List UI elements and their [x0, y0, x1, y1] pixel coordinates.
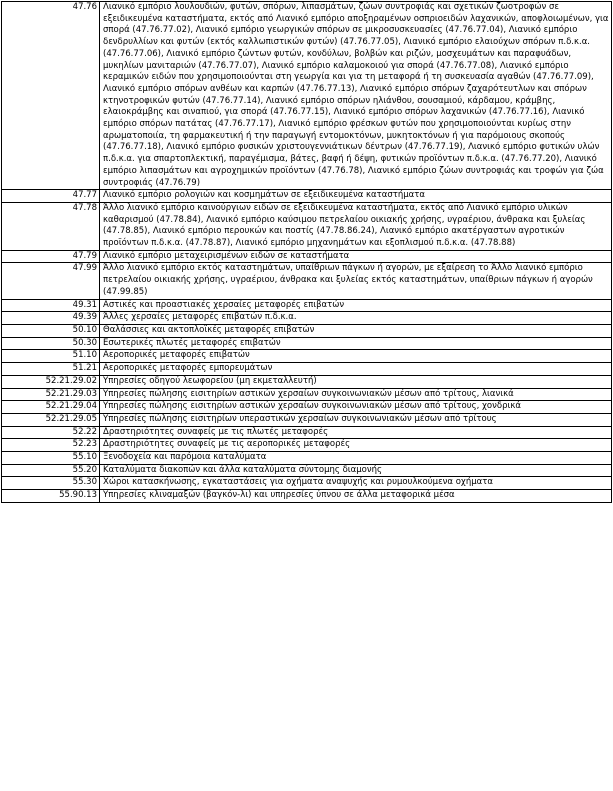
- table-row: [2, 2, 612, 190]
- table-row: [2, 312, 612, 325]
- table-row: [2, 337, 612, 350]
- table-row: [2, 401, 612, 414]
- activity-code: 47.76: [2, 2, 100, 190]
- activity-code: 47.77: [2, 190, 100, 203]
- activity-code: 51.10: [2, 350, 100, 363]
- activity-code: 49.31: [2, 299, 100, 312]
- table-row: [2, 464, 612, 477]
- activity-description: Λιανικό εμπόριο λουλουδιών, φυτών, σπόρων, λιπασμάτων, ζώων συντροφιάς και σχετικών ζωοτροφών σε εξειδικευμένα καταστήματα, εκτός από Λιανικό εμπόριο αποξηραμένων οσπριοειδών λαχανικών, αποφλοιωμένων, για σπορά (47.76.77.02), Λιανικό εμπόριο γεωργικών σπόρων σε μικροσυσκευασίες (47.76.77.04), Λιανικό εμπόριο δενδρυλλίων και φυτών (εκτός καλλωπιστικών φυτών) (47.76.77.05), Λιανικό εμπόριο ελαιούχων σπόρων π.δ.κ.α. (47.76.77.06), Λιανικό εμπόριο ζώντων φυτών, κονδύλων, βολβών και ριζών, μοσχευμάτων και παραφυάδων, μυκηλίων μανιταριών (47.76.77.07), Λιανικό εμπόριο καλαμοκοιού για σπορά (47.76.77.08), Λιανικό εμπόριο κεραμικών ειδών που χρησιμοποιούνται στη γεωργία και για τη μεταφορά ή τη συσκευασία αγαθών (47.76.77.09), Λιανικό εμπόριο σπόρων ανθέων και καρπών (47.76.77.13), Λιανικό εμπόριο σπόρων ζαχαρότευτλων και σπόρων κτηνοτροφικών φυτών (47.76.77.14), Λιανικό εμπόριο σπόρων ηλιάνθου, σουσαμιού, κάρδαμου, κράμβης, ελαιοκράμβης και σιναπιού, για σπορά (47.76.77.15), Λιανικό εμπόριο σπόρων λαχανικών (47.76.77.16), Λιανικό εμπόριο σπόρων πατάτας (47.76.77.17), Λιανικό εμπόριο φρέσκων φυτών που χρησιμοποιούνται κυρίως στην αρωματοποιία, τη φαρμακευτική ή την παραγωγή εντομοκτόνων, μυκητοκτόνων ή για παρόμοιους σκοπούς (47.76.77.18), Λιανικό εμπόριο φυσικών χριστουγεννιάτικων δέντρων (47.76.77.19), Λιανικό εμπόριο φυτικών υλών π.δ.κ.α. για σπαρτοπλεκτική, παραγέμισμα, βάτες, βαφή ή δέψη, φυτικών προϊόντων π.δ.κ.α. (47.76.77.20), Λιανικό εμπόριο λιπασμάτων και αγροχημικών προϊόντων (47.76.78), Λιανικό εμπόριο ζώων συντροφιάς και τροφών για ζώα συντροφιάς (47.76.79): [100, 2, 612, 190]
- activity-description: Υπηρεσίες πώλησης εισιτηρίων αστικών χερσαίων συγκοινωνιακών μέσων από τρίτους, χονδρικά: [100, 401, 612, 414]
- activity-description: Καταλύματα διακοπών και άλλα καταλύματα σύντομης διαμονής: [100, 464, 612, 477]
- table-row: [2, 477, 612, 490]
- activity-code: 55.90.13: [2, 490, 100, 503]
- table-row: [2, 324, 612, 337]
- table-row: [2, 439, 612, 452]
- table-row: [2, 190, 612, 203]
- activity-code: 52.21.29.05: [2, 413, 100, 426]
- activity-code: 52.23: [2, 439, 100, 452]
- activity-code: 47.79: [2, 250, 100, 263]
- table-row: [2, 375, 612, 388]
- activity-description: Άλλες χερσαίες μεταφορές επιβατών π.δ.κ.α.: [100, 312, 612, 325]
- activity-code: 49.39: [2, 312, 100, 325]
- activity-description: Δραστηριότητες συναφείς με τις αεροπορικές μεταφορές: [100, 439, 612, 452]
- activity-codes-table: [1, 1, 612, 503]
- activity-code: 55.30: [2, 477, 100, 490]
- table-row: [2, 490, 612, 503]
- activity-description: Λιανικό εμπόριο ρολογιών και κοσμημάτων σε εξειδικευμένα καταστήματα: [100, 190, 612, 203]
- activity-code: 50.30: [2, 337, 100, 350]
- activity-description: Χώροι κατασκήνωσης, εγκαταστάσεις για οχήματα αναψυχής και ρυμουλκούμενα οχήματα: [100, 477, 612, 490]
- activity-description: Αεροπορικές μεταφορές εμπορευμάτων: [100, 363, 612, 376]
- activity-code: 47.78: [2, 202, 100, 250]
- activity-description: Λιανικό εμπόριο μεταχειρισμένων ειδών σε καταστήματα: [100, 250, 612, 263]
- table-row: [2, 250, 612, 263]
- activity-description: Εσωτερικές πλωτές μεταφορές επιβατών: [100, 337, 612, 350]
- table-row: [2, 263, 612, 299]
- activity-code: 55.10: [2, 452, 100, 465]
- table-row: [2, 426, 612, 439]
- table-row: [2, 363, 612, 376]
- table-row: [2, 202, 612, 250]
- activity-description: Αστικές και προαστιακές χερσαίες μεταφορές επιβατών: [100, 299, 612, 312]
- activity-description: Υπηρεσίες πώλησης εισιτηρίων αστικών χερσαίων συγκοινωνιακών μέσων από τρίτους, λιανικά: [100, 388, 612, 401]
- activity-code: 55.20: [2, 464, 100, 477]
- activity-code: 47.99: [2, 263, 100, 299]
- activity-description: Άλλο λιανικό εμπόριο καινούργιων ειδών σε εξειδικευμένα καταστήματα, εκτός από Λιανικό εμπόριο υλικών καθαρισμού (47.78.84), Λιανικό εμπόριο καύσιμου πετρελαίου οικιακής χρήσης, υγραέριου, άνθρακα και ξυλείας (47.78.85), Λιανικό εμπόριο περουκών και ποστίς (47.78.86.24), Λιανικό εμπόριο ακατέργαστων αγροτικών προϊόντων π.δ.κ.α. (47.78.87), Λιανικό εμπόριο μηχανημάτων και εξοπλισμού π.δ.κ.α. (47.78.88): [100, 202, 612, 250]
- activity-description: Υπηρεσίες κλιναμαξών (βαγκόν-λι) και υπηρεσίες ύπνου σε άλλα μεταφορικά μέσα: [100, 490, 612, 503]
- table-row: [2, 350, 612, 363]
- table-row: [2, 299, 612, 312]
- activity-description: Αεροπορικές μεταφορές επιβατών: [100, 350, 612, 363]
- activity-description: Ξενοδοχεία και παρόμοια καταλύματα: [100, 452, 612, 465]
- activity-code: 52.21.29.04: [2, 401, 100, 414]
- activity-description: Άλλο λιανικό εμπόριο εκτός καταστημάτων, υπαίθριων πάγκων ή αγορών, με εξαίρεση το Άλλο λιανικό εμπόριο πετρελαίου οικιακής χρήσης, υγραέριου, άνθρακα και ξυλείας εκτός καταστημάτων, υπαίθριων πάγκων ή αγορών (47.99.85): [100, 263, 612, 299]
- table-row: [2, 413, 612, 426]
- table-row: [2, 452, 612, 465]
- activity-code: 51.21: [2, 363, 100, 376]
- table-row: [2, 388, 612, 401]
- activity-code: 52.21.29.03: [2, 388, 100, 401]
- activity-code: 52.21.29.02: [2, 375, 100, 388]
- activity-description: Δραστηριότητες συναφείς με τις πλωτές μεταφορές: [100, 426, 612, 439]
- activity-description: Θαλάσσιες και ακτοπλοϊκές μεταφορές επιβατών: [100, 324, 612, 337]
- activity-code: 52.22: [2, 426, 100, 439]
- activity-description: Υπηρεσίες οδηγού λεωφορείου (μη εκμεταλλευτή): [100, 375, 612, 388]
- activity-code: 50.10: [2, 324, 100, 337]
- activity-description: Υπηρεσίες πώλησης εισιτηρίων υπεραστικών χερσαίων συγκοινωνιακών μέσων από τρίτους: [100, 413, 612, 426]
